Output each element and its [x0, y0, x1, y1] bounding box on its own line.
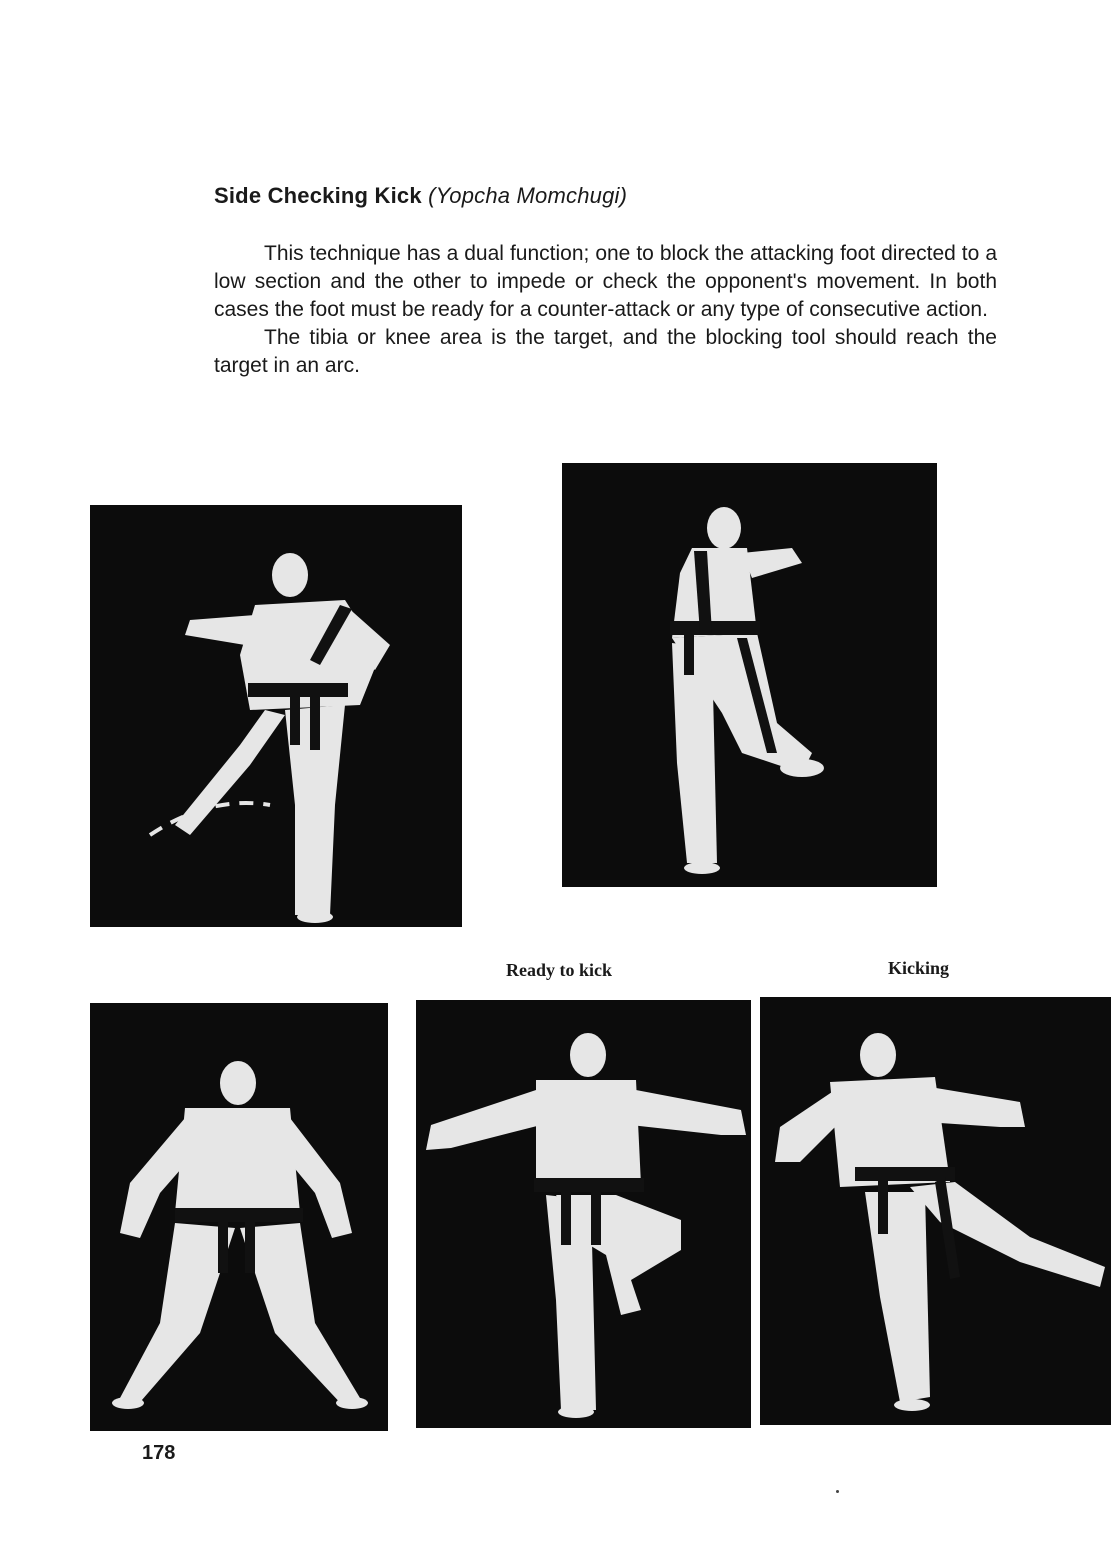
photo-ready-to-kick-figure — [416, 1000, 751, 1428]
photo-checking-kick-arc-figure — [90, 505, 462, 927]
photo-ready-to-kick — [416, 1000, 751, 1428]
print-speck — [836, 1490, 839, 1493]
section-title: Side Checking Kick — [214, 183, 422, 208]
photo-stance — [90, 1003, 388, 1431]
photo-stance-figure — [90, 1003, 388, 1431]
paragraph-1: This technique has a dual function; one to block the attacking foot directed to a low section and the other to impede or check the opponent's movement. In both cases the foot must be ready for a counter-attack or any type of consecutive action. — [214, 242, 997, 321]
photo-checking-kick-side-figure — [562, 463, 937, 887]
photo-kicking-figure — [760, 997, 1111, 1425]
section-title-korean: (Yopcha Momchugi) — [428, 183, 628, 208]
photo-checking-kick-arc — [90, 505, 462, 927]
page-number: 178 — [142, 1442, 176, 1464]
paragraph-2: The tibia or knee area is the target, and the blocking tool should reach the target in an arc. — [214, 326, 997, 377]
section-heading — [214, 183, 627, 209]
photo-checking-kick-side — [562, 463, 937, 887]
photo-kicking — [760, 997, 1111, 1425]
body-text — [214, 240, 997, 380]
caption-ready-to-kick: Ready to kick — [506, 960, 613, 980]
caption-kicking: Kicking — [888, 958, 950, 978]
